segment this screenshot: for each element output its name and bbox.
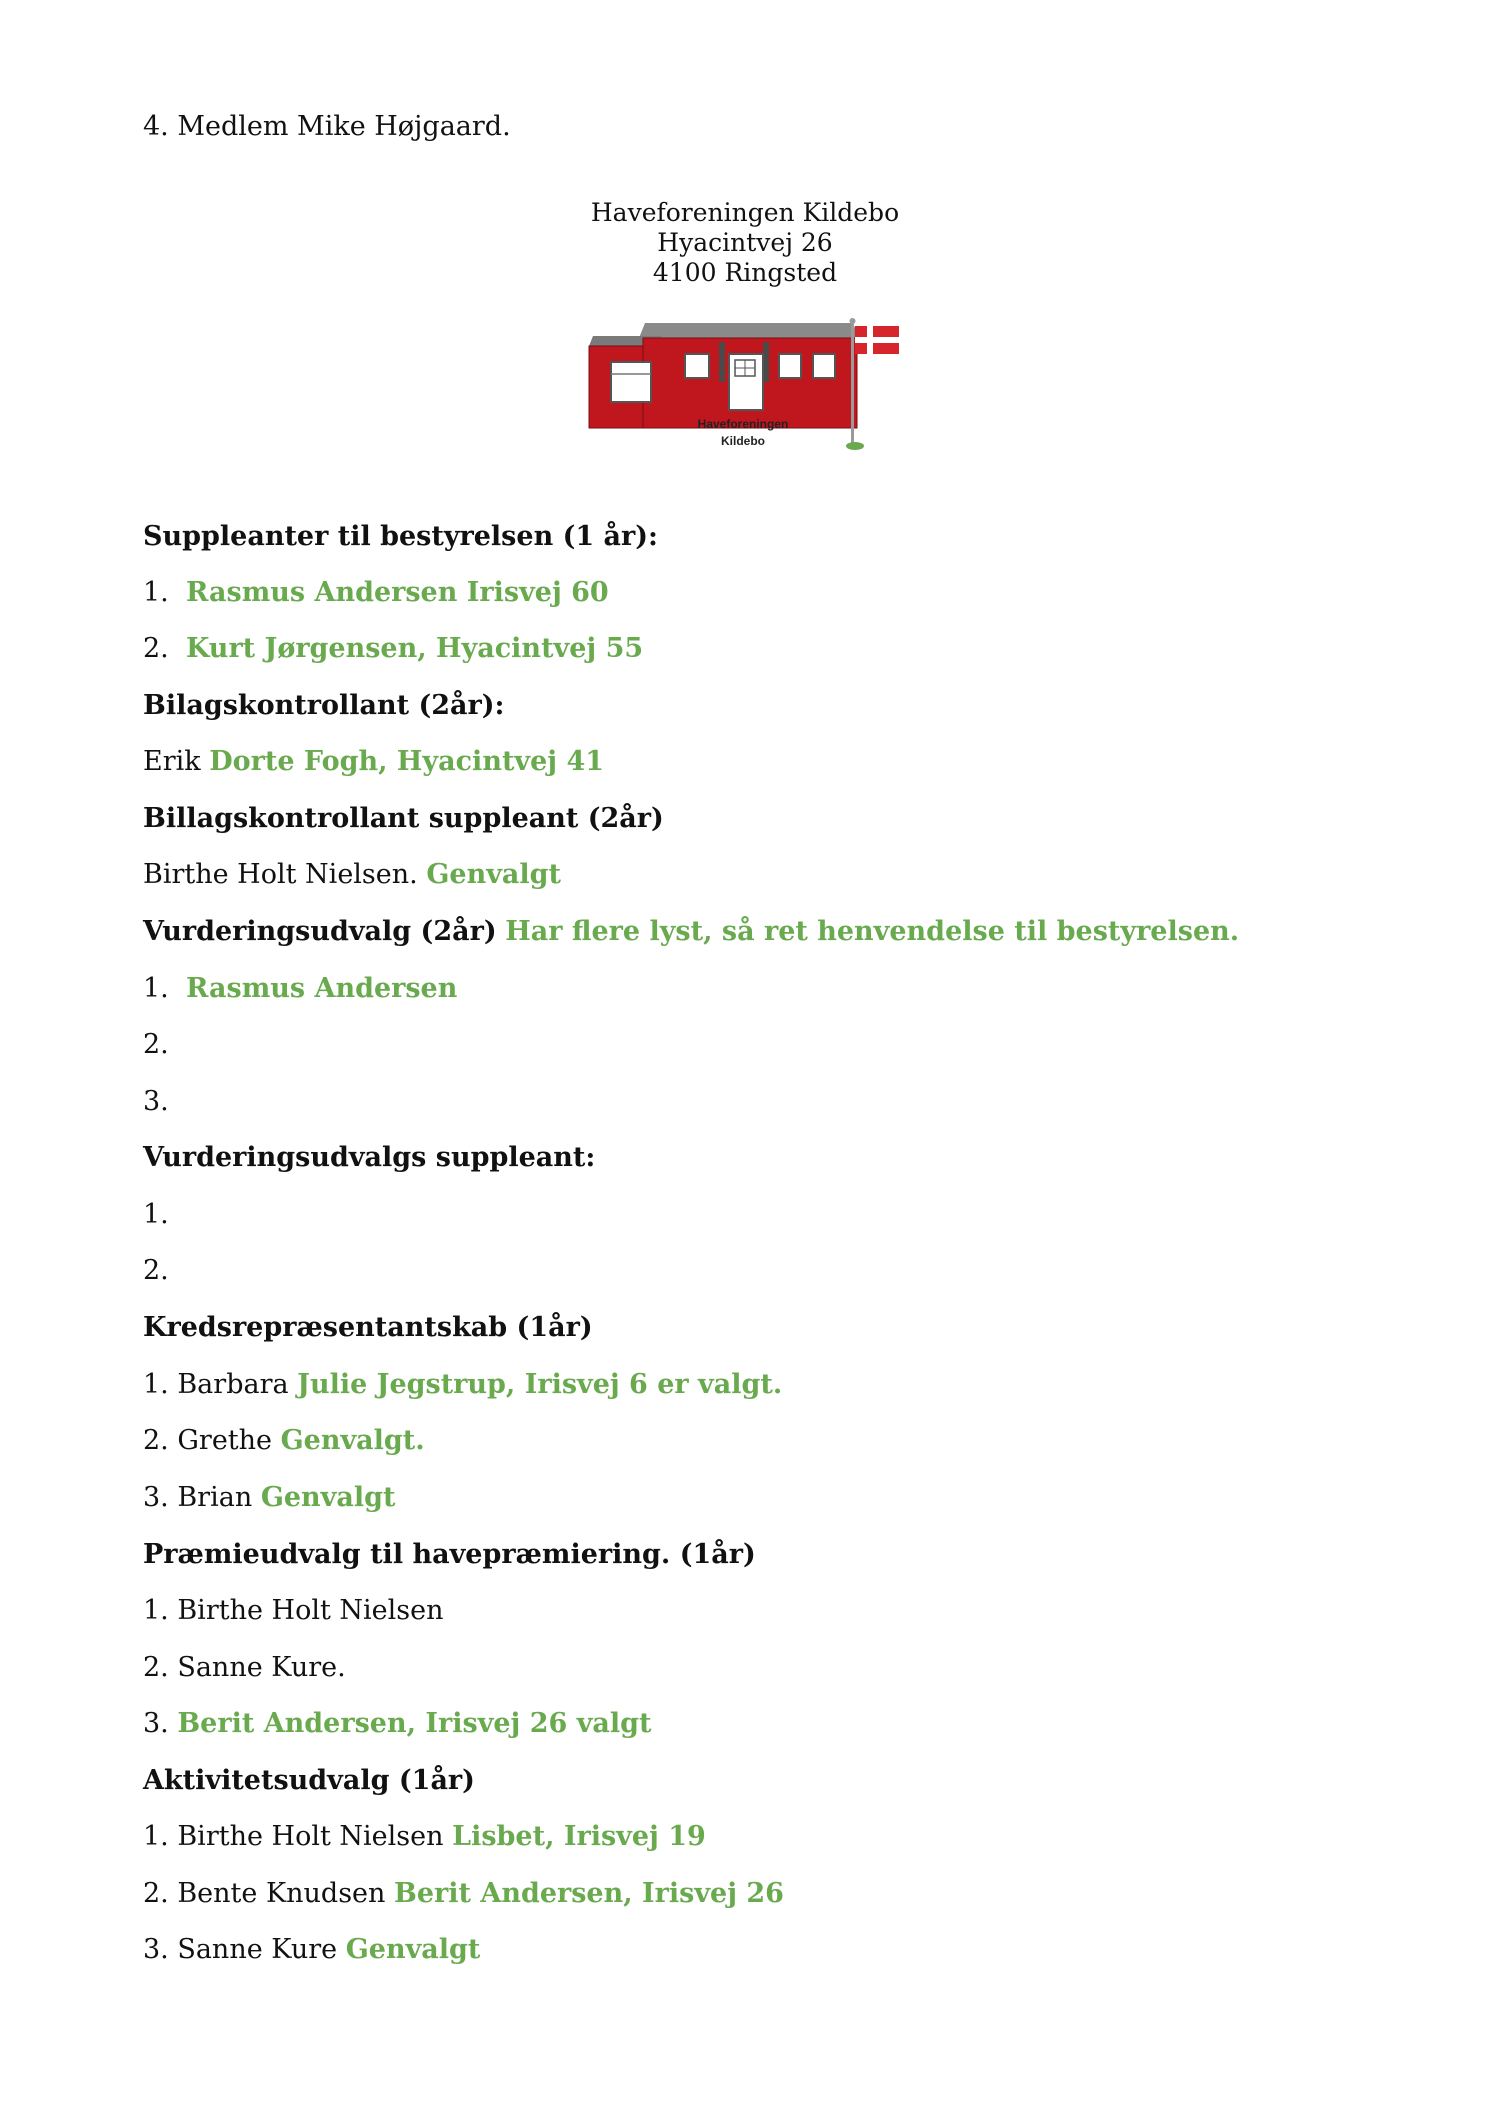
elected-status: Genvalgt [345,1934,481,1965]
praemie-item-3 [143,1707,652,1741]
association-logo [583,318,903,458]
suppleanter-item-1 [143,576,609,610]
elected-name: Julie Jegstrup, Irisvej 6 er valgt. [297,1369,783,1400]
elected-status: Genvalgt [426,859,561,890]
item-number: 1. [143,973,169,1004]
bilag-item [143,745,604,779]
aktivitet-item-2 [143,1877,784,1911]
association-city: 4100 Ringsted [652,258,838,287]
elected-status: Genvalgt [260,1482,396,1513]
suppleanter-heading: Suppleanter til bestyrelsen (1 år): [143,521,659,552]
vurdering-title: Vurderingsudvalg (2år) [143,916,497,947]
previous-name: 2. Bente Knudsen [143,1878,386,1909]
vurdering-item-1 [143,972,457,1006]
item-number: 3. [143,1708,169,1739]
previous-name: Birthe Holt Nielsen. [143,859,418,890]
aktivitet-item-3 [143,1933,480,1967]
vurdering-heading [143,915,1239,949]
danish-flag [855,326,899,354]
elected-name: Dorte Fogh, Hyacintvej 41 [209,746,605,777]
vurdering-suppleant-item-2: 2. [143,1255,169,1286]
vurdering-note: Har flere lyst, så ret henvendelse til bestyrelsen. [505,916,1240,947]
praemie-heading: Præmieudvalg til havepræmiering. (1år) [143,1539,756,1570]
item-number: 2. [143,633,169,664]
bilag-suppleant-item [143,858,561,892]
vurdering-suppleant-heading: Vurderingsudvalgs suppleant: [143,1142,596,1173]
logo-text-line1: Haveforeningen [697,417,789,431]
previous-name: 3. Brian [143,1482,253,1513]
association-address [0,198,1490,288]
kreds-item-2 [143,1424,425,1458]
elected-name: Kurt Jørgensen, Hyacintvej 55 [185,633,644,664]
aktivitet-heading: Aktivitetsudvalg (1år) [143,1765,475,1796]
previous-name: 1. Birthe Holt Nielsen [143,1821,444,1852]
association-street: Hyacintvej 26 [657,228,833,257]
top-item: 4. Medlem Mike Højgaard. [143,111,511,142]
previous-name: 1. Barbara [143,1369,289,1400]
elected-name: Lisbet, Irisvej 19 [452,1821,706,1852]
previous-name: 2. Grethe [143,1425,273,1456]
vurdering-suppleant-item-1: 1. [143,1199,169,1230]
association-name: Haveforeningen Kildebo [590,198,900,227]
vurdering-item-3: 3. [143,1086,169,1117]
aktivitet-item-1 [143,1820,706,1854]
kreds-heading: Kredsrepræsentantskab (1år) [143,1312,593,1343]
elected-name: Berit Andersen, Irisvej 26 valgt [177,1708,652,1739]
suppleanter-item-2 [143,632,643,666]
previous-name: 3. Sanne Kure [143,1934,338,1965]
previous-name: Erik [143,746,201,777]
elected-name: Rasmus Andersen Irisvej 60 [185,577,609,608]
praemie-item-1: 1. Birthe Holt Nielsen [143,1595,444,1626]
elected-status: Genvalgt. [280,1425,425,1456]
praemie-item-2: 2. Sanne Kure. [143,1652,346,1683]
kreds-item-3 [143,1481,395,1515]
bilag-heading: Bilagskontrollant (2år): [143,690,505,721]
kreds-item-1 [143,1368,782,1402]
item-number: 1. [143,577,169,608]
bilag-suppleant-heading: Billagskontrollant suppleant (2år) [143,803,664,834]
logo-text-line2: Kildebo [721,434,765,448]
elected-name: Berit Andersen, Irisvej 26 [394,1878,784,1909]
elected-name: Rasmus Andersen [185,973,458,1004]
vurdering-item-2: 2. [143,1029,169,1060]
